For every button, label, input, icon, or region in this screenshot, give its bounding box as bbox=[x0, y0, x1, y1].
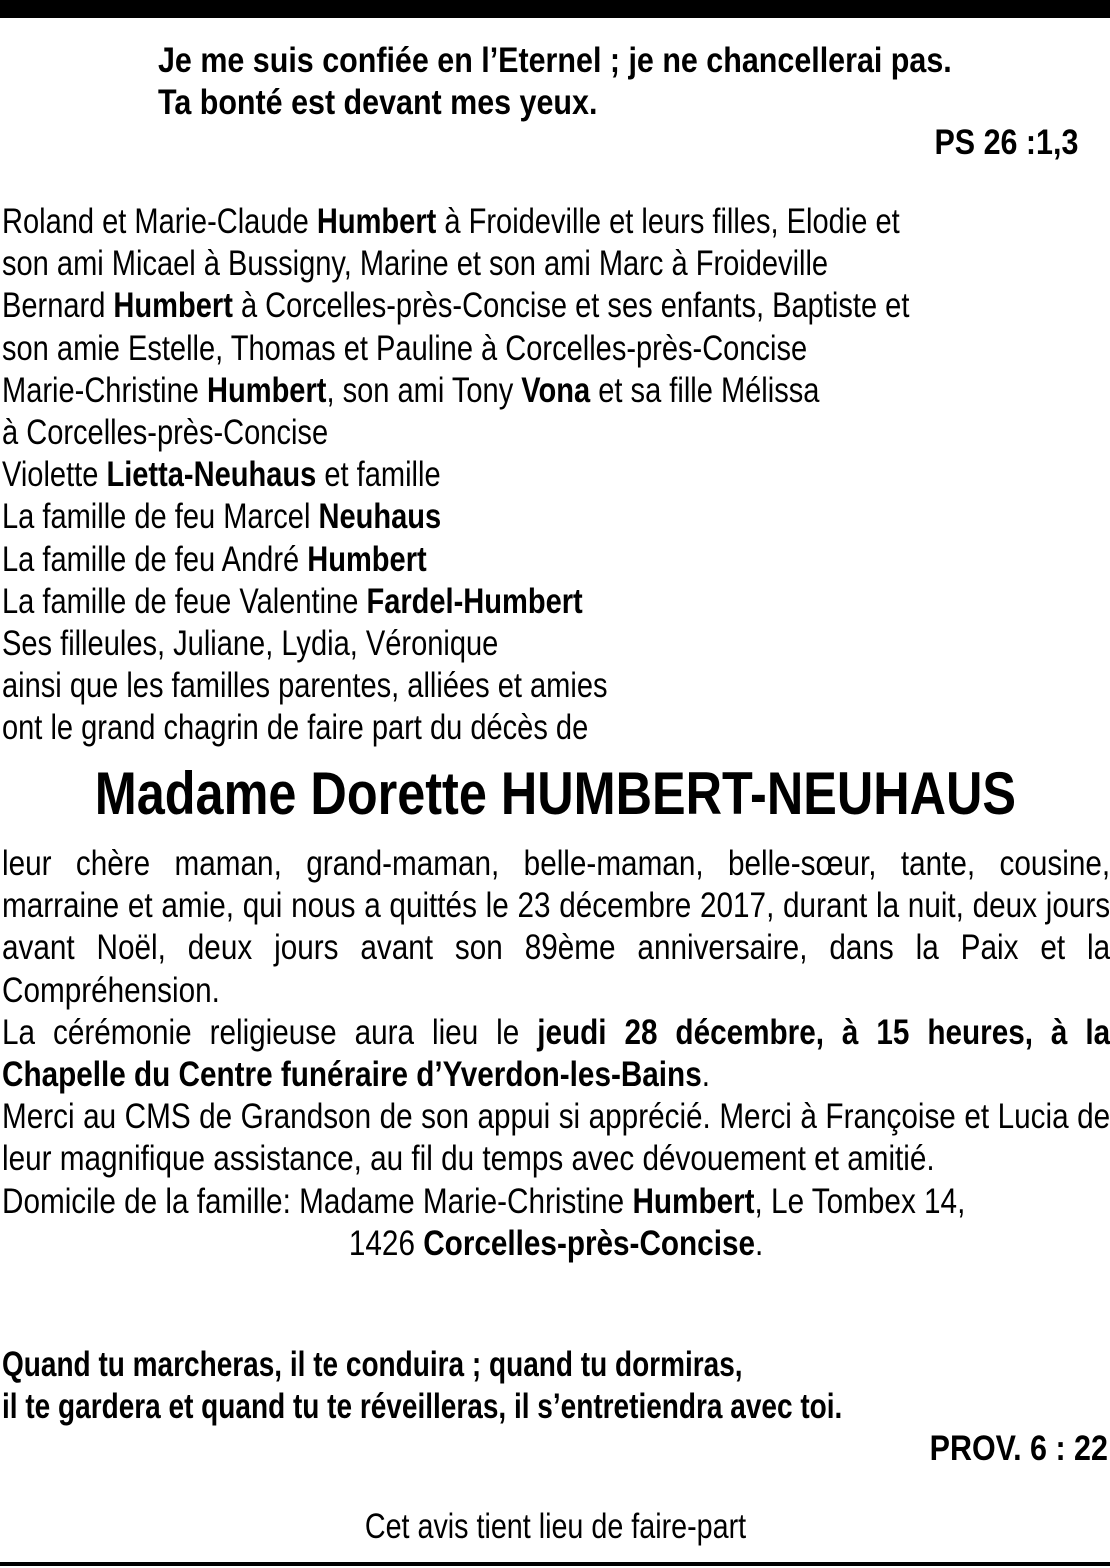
family-line: La famille de feu André Humbert bbox=[2, 539, 427, 579]
family-line: à Corcelles-près-Concise bbox=[2, 413, 329, 453]
family-line: La famille de feu Marcel Neuhaus bbox=[2, 497, 442, 537]
family-line: ont le grand chagrin de faire part du décès de bbox=[2, 708, 589, 748]
opening-verse bbox=[158, 40, 952, 124]
family-line: Ses filleules, Juliane, Lydia, Véronique bbox=[2, 624, 499, 664]
family-line: Marie-Christine Humbert, son ami Tony Vona et sa fille Mélissa bbox=[2, 370, 820, 410]
tribute-paragraph: leur chère maman, grand-maman, belle-maman, belle-sœur, tante, cousine, marraine et amie, qui nous a quittés le 23 décembre 2017, durant la nuit, deux jours avant Noël, deux jours avant son 89ème anniversaire, dans la Paix et la Compréhension. bbox=[2, 844, 1110, 1010]
deceased-name: Madame Dorette HUMBERT-NEUHAUS bbox=[94, 760, 1016, 827]
closing-verse-line-2: il te gardera et quand tu te réveilleras, il s’entretiendra avec toi. bbox=[2, 1387, 843, 1426]
thanks-paragraph: Merci au CMS de Grandson de son appui si apprécié. Merci à Françoise et Lucia de leur magnifique assistance, au fil du temps avec dévouement et amitié. bbox=[2, 1097, 1110, 1179]
footer-text: Cet avis tient lieu de faire-part bbox=[364, 1507, 746, 1546]
announcement-body bbox=[2, 843, 1110, 1265]
bottom-border bbox=[0, 1562, 1110, 1566]
family-line: ainsi que les familles parentes, alliées et amies bbox=[2, 666, 608, 706]
opening-verse-line-2: Ta bonté est devant mes yeux. bbox=[158, 83, 598, 122]
family-line: son amie Estelle, Thomas et Pauline à Corcelles-près-Concise bbox=[2, 328, 808, 368]
top-border bbox=[0, 0, 1110, 18]
closing-verse-reference: PROV. 6 : 22 bbox=[929, 1429, 1108, 1468]
family-line: Roland et Marie-Claude Humbert à Froideville et leurs filles, Elodie et bbox=[2, 202, 900, 241]
family-list bbox=[2, 201, 909, 750]
family-line: son ami Micael à Bussigny, Marine et son ami Marc à Froideville bbox=[2, 244, 829, 284]
closing-verse-line-1: Quand tu marcheras, il te conduira ; quand tu dormiras, bbox=[2, 1345, 743, 1384]
family-line: La famille de feue Valentine Fardel-Humbert bbox=[2, 581, 583, 621]
domicile-paragraph: Domicile de la famille: Madame Marie-Christine Humbert, Le Tombex 14, bbox=[2, 1181, 966, 1221]
opening-verse-reference: PS 26 :1,3 bbox=[934, 123, 1078, 162]
family-line: Bernard Humbert à Corcelles-près-Concise et ses enfants, Baptiste et bbox=[2, 286, 910, 326]
family-line: Violette Lietta-Neuhaus et famille bbox=[2, 455, 441, 495]
opening-verse-line-1: Je me suis confiée en l’Eternel ; je ne chancellerai pas. bbox=[158, 41, 952, 80]
closing-verse bbox=[2, 1344, 842, 1428]
ceremony-paragraph: La cérémonie religieuse aura lieu le jeudi 28 décembre, à 15 heures, à la Chapelle du Centre funéraire d’Yverdon-les-Bains. bbox=[2, 1012, 1110, 1095]
footer-note bbox=[0, 1506, 1110, 1548]
domicile-address: 1426 Corcelles-près-Concise. bbox=[348, 1223, 764, 1263]
deceased-name-heading bbox=[0, 756, 1110, 832]
